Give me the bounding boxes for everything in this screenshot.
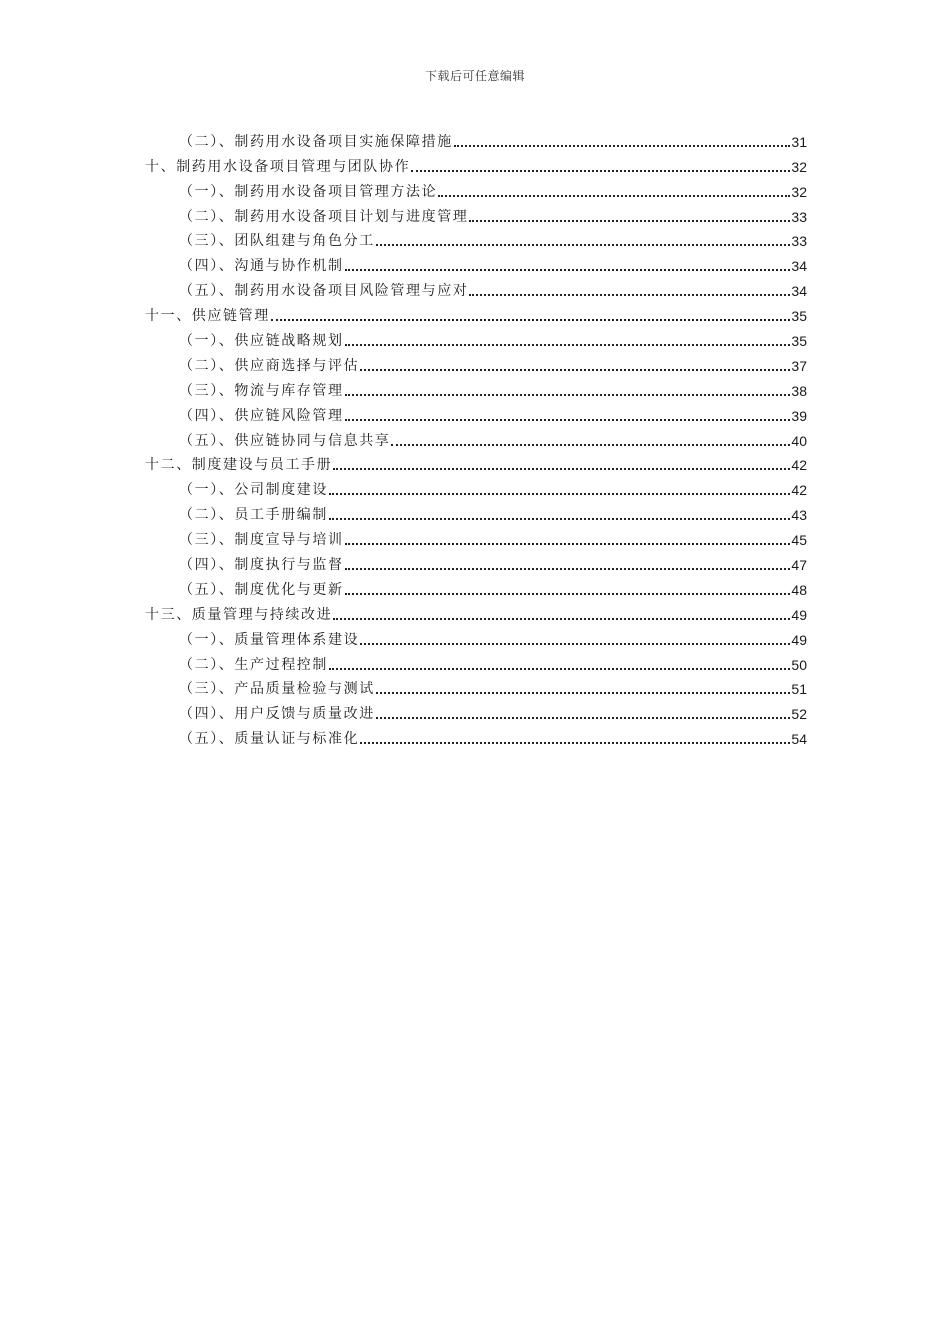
toc-entry-page-number: 32: [791, 158, 807, 175]
toc-entry[interactable]: [145, 649, 807, 674]
toc-entry-page-number: 37: [791, 357, 807, 374]
toc-dot-leader: [333, 468, 790, 470]
toc-entry[interactable]: [145, 574, 807, 599]
toc-dot-leader: [454, 145, 791, 147]
toc-entry[interactable]: [145, 723, 807, 748]
toc-entry[interactable]: [145, 201, 807, 226]
toc-dot-leader: [469, 294, 790, 296]
toc-entry-page-number: 54: [791, 731, 807, 748]
toc-entry-title: （二）、员工手册编制: [179, 507, 328, 524]
toc-dot-leader: [345, 269, 791, 271]
toc-dot-leader: [345, 543, 791, 545]
toc-dot-leader: [391, 444, 790, 446]
toc-entry-title: （一）、公司制度建设: [179, 482, 328, 499]
toc-entry-page-number: 39: [791, 407, 807, 424]
header-note: 下载后可任意编辑: [424, 69, 525, 83]
toc-entry-page-number: 50: [791, 656, 807, 673]
toc-dot-leader: [360, 369, 790, 371]
toc-entry-page-number: 42: [791, 457, 807, 474]
toc-entry-title: （五）、质量认证与标准化: [179, 731, 360, 748]
toc-entry[interactable]: [145, 698, 807, 723]
toc-entry-title: （五）、制药用水设备项目风险管理与应对: [179, 283, 469, 300]
toc-entry-title: 十三、质量管理与持续改进: [145, 606, 333, 623]
table-of-contents: [145, 126, 807, 748]
toc-entry[interactable]: [145, 350, 807, 375]
toc-dot-leader: [329, 668, 790, 670]
toc-entry[interactable]: [145, 325, 807, 350]
toc-entry-page-number: 49: [791, 631, 807, 648]
toc-entry-page-number: 34: [791, 283, 807, 300]
toc-entry-page-number: 42: [791, 482, 807, 499]
toc-entry-title: 十二、制度建设与员工手册: [145, 457, 333, 474]
toc-dot-leader: [345, 593, 791, 595]
toc-entry[interactable]: [145, 599, 807, 624]
toc-entry[interactable]: [145, 450, 807, 475]
toc-dot-leader: [329, 493, 790, 495]
toc-entry-page-number: 49: [791, 606, 807, 623]
toc-entry[interactable]: [145, 499, 807, 524]
toc-entry[interactable]: [145, 176, 807, 201]
toc-entry[interactable]: [145, 400, 807, 425]
toc-dot-leader: [376, 244, 791, 246]
toc-entry[interactable]: [145, 549, 807, 574]
toc-dot-leader: [271, 319, 791, 321]
toc-entry[interactable]: [145, 126, 807, 151]
toc-entry-page-number: 34: [791, 258, 807, 275]
toc-entry-title: （四）、沟通与协作机制: [179, 258, 344, 275]
toc-entry-title: （三）、产品质量检验与测试: [179, 681, 375, 698]
toc-entry-page-number: 47: [791, 557, 807, 574]
toc-entry-page-number: 45: [791, 532, 807, 549]
toc-entry-page-number: 43: [791, 507, 807, 524]
toc-dot-leader: [345, 344, 791, 346]
toc-dot-leader: [360, 643, 790, 645]
toc-entry-title: （五）、制度优化与更新: [179, 581, 344, 598]
toc-entry-page-number: 40: [791, 432, 807, 449]
toc-entry-title: （三）、团队组建与角色分工: [179, 233, 375, 250]
toc-entry-page-number: 31: [791, 133, 807, 150]
toc-dot-leader: [329, 518, 790, 520]
toc-entry-title: 十一、供应链管理: [145, 308, 270, 325]
toc-entry[interactable]: [145, 250, 807, 275]
toc-dot-leader: [376, 692, 791, 694]
toc-entry-title: （五）、供应链协同与信息共享: [179, 432, 391, 449]
toc-entry-title: （二）、制药用水设备项目实施保障措施: [179, 133, 453, 150]
toc-entry-title: （二）、供应商选择与评估: [179, 357, 360, 374]
toc-dot-leader: [411, 170, 790, 172]
toc-entry-page-number: 32: [791, 183, 807, 200]
toc-entry-title: （一）、供应链战略规划: [179, 333, 344, 350]
toc-entry-title: （一）、质量管理体系建设: [179, 631, 360, 648]
toc-entry-page-number: 33: [791, 233, 807, 250]
toc-entry-title: （一）、制药用水设备项目管理方法论: [179, 183, 438, 200]
toc-entry[interactable]: [145, 375, 807, 400]
toc-entry[interactable]: [145, 275, 807, 300]
toc-entry-title: （四）、制度执行与监督: [179, 557, 344, 574]
toc-entry-page-number: 33: [791, 208, 807, 225]
toc-entry-title: （二）、制药用水设备项目计划与进度管理: [179, 208, 469, 225]
toc-entry-page-number: 35: [791, 333, 807, 350]
toc-entry[interactable]: [145, 151, 807, 176]
toc-entry-page-number: 51: [791, 681, 807, 698]
toc-dot-leader: [360, 742, 790, 744]
toc-dot-leader: [345, 568, 791, 570]
toc-entry-page-number: 35: [791, 308, 807, 325]
toc-dot-leader: [438, 195, 790, 197]
toc-entry[interactable]: [145, 624, 807, 649]
toc-entry-title: （二）、生产过程控制: [179, 656, 328, 673]
toc-dot-leader: [345, 419, 791, 421]
toc-entry-title: （三）、物流与库存管理: [179, 382, 344, 399]
toc-entry[interactable]: [145, 524, 807, 549]
toc-entry[interactable]: [145, 300, 807, 325]
toc-entry-title: （三）、制度宣导与培训: [179, 532, 344, 549]
toc-entry-title: （四）、用户反馈与质量改进: [179, 706, 375, 723]
toc-dot-leader: [345, 394, 791, 396]
toc-entry[interactable]: [145, 425, 807, 450]
toc-entry-page-number: 38: [791, 382, 807, 399]
toc-entry[interactable]: [145, 674, 807, 699]
toc-dot-leader: [469, 220, 790, 222]
toc-entry-title: （四）、供应链风险管理: [179, 407, 344, 424]
toc-entry-title: 十、制药用水设备项目管理与团队协作: [145, 158, 411, 175]
toc-dot-leader: [376, 717, 791, 719]
toc-entry-page-number: 52: [791, 706, 807, 723]
toc-entry[interactable]: [145, 226, 807, 251]
toc-entry[interactable]: [145, 474, 807, 499]
toc-dot-leader: [333, 618, 790, 620]
toc-entry-page-number: 48: [791, 581, 807, 598]
